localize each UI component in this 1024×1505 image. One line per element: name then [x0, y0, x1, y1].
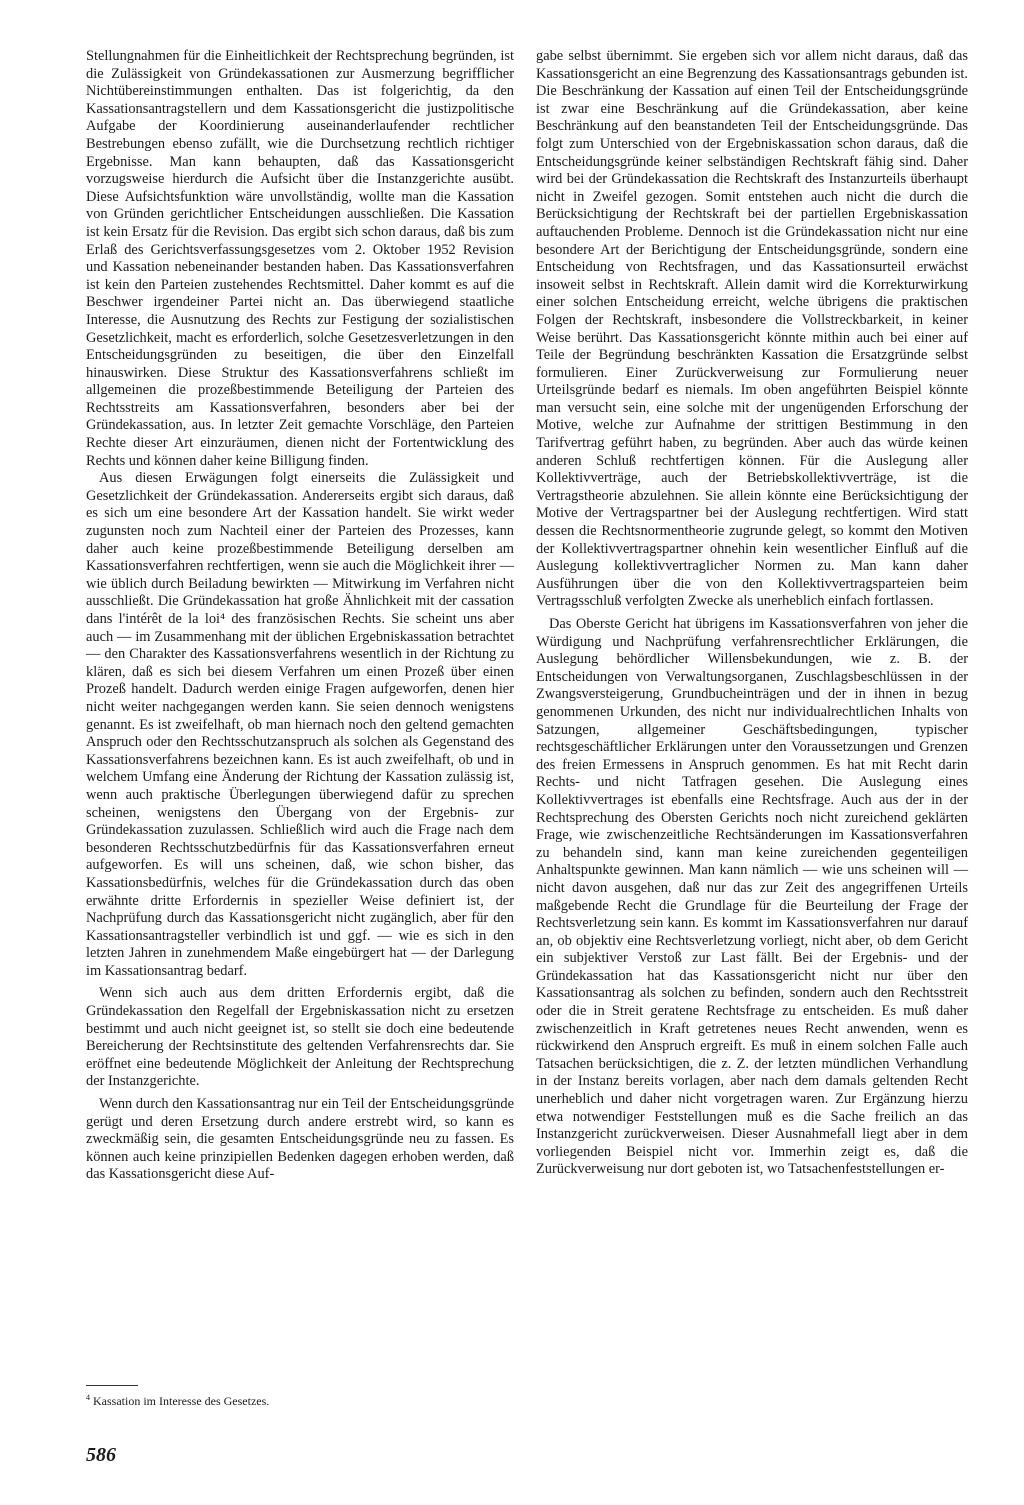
paragraph: Wenn sich auch aus dem dritten Erfordernis ergibt, daß die Gründekassation den Regelfall der Ergebniskassation nicht zu ersetzen bestimmt und auch nicht geeignet ist, so stellt sie doch eine bedeutende Bereicherung der Rechtsinstitute des geltenden Verfahrensrechts dar. Sie eröffnet eine bedeutende Möglichkeit der Anleitung der Rechtsprechung der Instanzgerichte.: [86, 985, 514, 1090]
paragraph: Aus diesen Erwägungen folgt einerseits die Zulässigkeit und Gesetzlichkeit der Gründekassation. Andererseits ergibt sich daraus, daß es sich um eine besondere Art der Kassation handelt. Sie wirkt weder zugunsten noch zum Nachteil einer der Parteien des Prozesses, kann daher auch keine prozeßbestimmende Beteiligung derselben am Kassationsverfahren rechtfertigen, wenn sie auch die Möglichkeit ihrer — wie üblich durch Beiladung bewirkten — Mitwirkung im Verfahren nicht ausschließt. Die Gründekassation hat große Ähnlichkeit mit der cassation dans l'intérêt de la loi⁴ des französischen Rechts. Sie scheint uns aber auch — im Zusammenhang mit der üblichen Ergebniskassation betrachtet — den Charakter des Kassationsverfahrens wesentlich in der Richtung zu klären, daß es sich bei diesem Verfahren um einen Prozeß über einen Prozeß handelt. Dadurch werden einige Fragen aufgeworfen, denen hier nicht weiter nachgegangen werden kann. Sie seien dennoch wenigstens genannt. Es ist zweifelhaft, ob man hiernach noch den geltend gemachten Anspruch oder den Rechtsschutzanspruch als solchen als Gegenstand des Kassationsverfahrens bezeichnen kann. Es ist auch zweifelhaft, ob und in welchem Umfang eine Änderung der Richtung der Kassation zulässig ist, wenn auch praktische Überlegungen überwiegend dafür zu sprechen scheinen, wenigstens den Übergang von der Ergebnis- zur Gründekassation zuzulassen. Schließlich wird auch die Frage nach dem besonderen Rechtsschutzbedürfnis für das Kassationsverfahren erneut aufgeworfen. Es will uns scheinen, daß, wie schon bisher, das Kassationsbedürfnis, welches für die Gründekassation durch das oben erwähnte dritte Erfordernis in spezieller Weise definiert ist, der Nachprüfung durch das Kassationsgericht nicht zugänglich, aber für den Kassationsantragsteller verbindlich ist und ggf. — wie es sich in den letzten Jahren in zunehmendem Maße eingebürgert hat — der Darlegung im Kassationsantrag bedarf.: [86, 470, 514, 979]
footnote-rule: [86, 1385, 138, 1386]
paragraph: gabe selbst übernimmt. Sie ergeben sich vor allem nicht daraus, daß das Kassationsgericht an eine Begrenzung des Kassationsantrags gebunden ist. Die Beschränkung der Kassation auf einen Teil der Entscheidungsgründe ist zwar eine Beschränkung auf die Gründekassation, aber keine Beschränkung auf den beanstandeten Teil der Entscheidungsgründe. Das folgt zum Unterschied von der Ergebniskassation schon daraus, daß die Entscheidungsgründe keiner selbständigen Rechtskraft fähig sind. Daher wird bei der Gründekassation die Rechtskraft des Instanzurteils überhaupt nicht in Zweifel gezogen. Somit entstehen auch nicht die durch die Berücksichtigung der Rechtskraft bei der partiellen Ergebniskassation auftauchenden Probleme. Dennoch ist die Gründekassation nicht nur eine besondere Art der Berichtigung der Entscheidungsgründe, sondern eine Entscheidung von Rechtsfragen, und das Kassationsurteil erwächst insoweit selbst in Rechtskraft. Allein damit wird die Korrekturwirkung einer solchen Entscheidung erreicht, welche übrigens die praktischen Folgen der Rechtskraft, insbesondere die Vollstreckbarkeit, in keiner Weise berührt. Das Kassationsgericht könnte mithin auch bei einer auf Teile der Begründung beschränkten Kassation die Ersatzgründe selbst formulieren. Einer Zurückverweisung zur Formulierung neuer Urteilsgründe bedarf es niemals. Im oben angeführten Beispiel könnte man versucht sein, eine solche mit der ungenügenden Erforschung der Motive, welche zur Aufnahme der strittigen Bestimmung in den Tarifvertrag geführt haben, zu begründen. Aber auch das würde keinen anderen Schluß rechtfertigen können. Für die Auslegung aller Kollektivverträge, auch der Betriebskollektivverträge, ist die Vertragstheorie abzulehnen. Sie allein könnte eine Berücksichtigung der Motive der Vertragspartner bei der Auslegung rechtfertigen. Wird statt dessen die Rechtsnormentheorie zugrunde gelegt, so kommt den Motiven der Kollektivvertragspartner ohnehin kein wesentlicher Einfluß auf die Auslegung kollektivvertraglicher Normen zu. Man kann daher Ausführungen über die von den Kollektivvertragsparteien beim Vertragsschluß verfolgten Zwecke als unerheblich einfach fortlassen.: [536, 48, 968, 610]
footnote-number: 4: [86, 1393, 90, 1402]
footnote-text: Kassation im Interesse des Gesetzes.: [93, 1394, 270, 1408]
page-number: 586: [86, 1444, 116, 1466]
left-column: [86, 48, 514, 1184]
paragraph: Das Oberste Gericht hat übrigens im Kassationsverfahren von jeher die Würdigung und Nachprüfung verfahrensrechtlicher Erklärungen, die Auslegung behördlicher Willensbekundungen, wie z. B. der Entscheidungen von Verwaltungsorganen, Zuschlagsbeschlüssen in der Zwangsversteigerung, Grundbucheinträgen und der in ihnen in bezug genommenen Urkunden, des nicht nur individualrechtlichen Inhalts von Satzungen, allgemeiner Geschäftsbedingungen, typischer rechtsgeschäftlicher Erklärungen unter den Voraussetzungen und Grenzen des freien Ermessens in Anspruch genommen. Es hat mit Recht darin Rechts- und nicht Tatfragen gesehen. Die Auslegung eines Kollektivvertrages ist ebenfalls eine Rechtsfrage. Auch aus der in der Rechtsprechung des Obersten Gerichts noch nicht zureichend geklärten Frage, wie zwischenzeitliche Rechtsänderungen im Kassationsverfahren zu behandeln sind, kann man keine zureichenden gegenteiligen Anhaltspunkte gewinnen. Man kann nämlich — wie uns scheinen will — nicht davon ausgehen, daß nur das zur Zeit des angegriffenen Urteils maßgebende Recht die Grundlage für die Beurteilung der Frage der Rechtsverletzung sein kann. Es kommt im Kassationsverfahren nur darauf an, ob objektiv eine Rechtsverletzung vorliegt, nicht aber, ob dem Gericht ein subjektiver Verstoß zur Last fällt. Bei der Ergebnis- und der Gründekassation hat das Kassationsgericht nicht nur über den Kassationsantrag als solchen zu befinden, sondern auch den Rechtsstreit oder die in Streit geratene Rechtsfrage zu entscheiden. Es muß daher zwischenzeitlich in Kraft getretenes neues Recht anwenden, wenn es rückwirkend den Anspruch ergreift. Es muß in einem solchen Falle auch Tatsachen berücksichtigen, die z. Z. der letzten mündlichen Verhandlung in der Instanz bereits vorlagen, aber nach dem damals geltenden Recht unerheblich und daher nicht vorgetragen waren. Zur Ergänzung hierzu etwa notwendiger Feststellungen muß es die Sache freilich an das Instanzgericht zurückverweisen. Dieser Ausnahmefall liegt aber in dem vorliegenden Beispiel nicht vor. Immerhin zeigt es, daß die Zurückverweisung nur dort geboten ist, wo Tatsachenfeststellungen er-: [536, 616, 968, 1178]
paragraph: Wenn durch den Kassationsantrag nur ein Teil der Entscheidungsgründe gerügt und deren Ersetzung durch andere erstrebt wird, so kann es zweckmäßig sein, die gesamten Entscheidungsgründe neu zu fassen. Es können auch keine prinzipiellen Bedenken dagegen erhoben werden, daß das Kassationsgericht diese Auf-: [86, 1096, 514, 1183]
right-column: [536, 48, 968, 1179]
footnote: [86, 1394, 514, 1409]
paragraph: Stellungnahmen für die Einheitlichkeit der Rechtsprechung begründen, ist die Zulässigkeit von Gründekassationen zur Ausmerzung begrifflicher Nichtübereinstimmungen enthalten. Das ist folgerichtig, da den Kassationsantragstellern und dem Kassationsgericht die justizpolitische Aufgabe der Koordinierung auseinanderlaufender rechtlicher Bestrebungen ebenso zufällt, wie die Durchsetzung rechtlich richtiger Ergebnisse. Man kann behaupten, daß das Kassationsgericht vorzugsweise hierdurch die Aufsicht über die Instanzgerichte ausübt. Diese Aufsichtsfunktion wäre unvollständig, wollte man die Kassation von Gründen gerichtlicher Entscheidungen ausschließen. Die Kassation ist kein Ersatz für die Revision. Das ergibt sich schon daraus, daß bis zum Erlaß des Gerichtsverfassungsgesetzes vom 2. Oktober 1952 Revision und Kassation nebeneinander bestanden haben. Das Kassationsverfahren ist kein den Parteien zustehendes Rechtsmittel. Daher kommt es auf die Beschwer irgendeiner Partei nicht an. Das überwiegend staatliche Interesse, die Ausnutzung des Rechts zur Festigung der sozialistischen Gesetzlichkeit, macht es erforderlich, solche Gesetzesverletzungen in den Entscheidungsgründen zu beseitigen, die über den Einzelfall hinauswirken. Diese Struktur des Kassationsverfahrens schließt im allgemeinen die prozeßbestimmende Beteiligung der Parteien des Rechtsstreits am Kassationsverfahren, besonders aber bei der Gründekassation, aus. In letzter Zeit gemachte Vorschläge, den Parteien Rechte dieser Art einzuräumen, dienen nicht der Fortentwicklung des Rechts und können daher keine Billigung finden.: [86, 48, 514, 469]
